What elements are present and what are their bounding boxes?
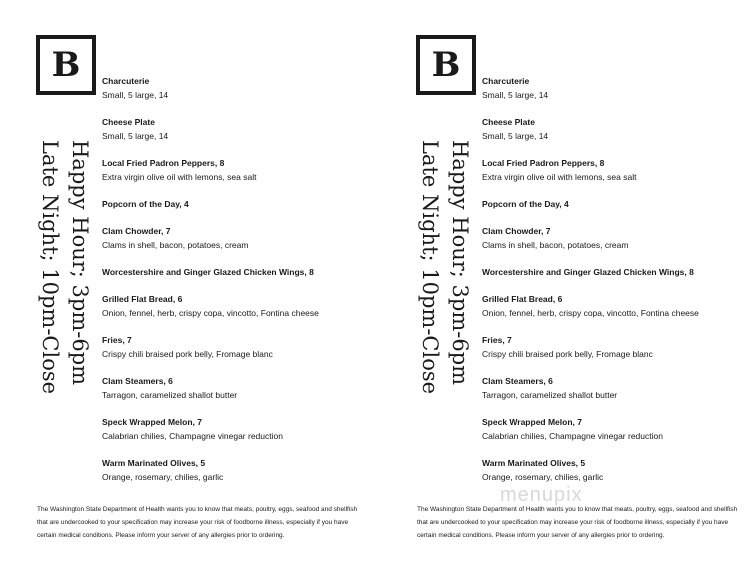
- item-name: Speck Wrapped Melon, 7: [482, 417, 582, 427]
- item-name: Fries, 7: [482, 335, 512, 345]
- item-name: Clam Steamers, 6: [482, 376, 553, 386]
- watermark: menupix: [500, 484, 583, 506]
- menu-items: [102, 74, 362, 497]
- happy-hour-text: Happy Hour; 3pm-6pm: [448, 140, 472, 386]
- item-name: Charcuterie: [482, 76, 530, 86]
- logo: [36, 35, 96, 95]
- item-name: Warm Marinated Olives, 5: [102, 458, 206, 468]
- item-description: Small, 5 large, 14: [102, 131, 169, 141]
- menu-item: [102, 74, 362, 102]
- late-night-text: Late Night; 10pm-Close: [418, 140, 442, 395]
- menu-item: [102, 374, 362, 402]
- health-disclaimer: The Washington State Department of Health wants you to know that meats, poultry, eggs, seafood and shellfish that are undercooked to your specification may increase your risk of foodborne illness, especially if you have certain medical conditions. Please inform your server of any allergies prior to ordering.: [37, 506, 358, 539]
- menu-item: [482, 197, 742, 211]
- menu-item: [102, 156, 362, 184]
- health-disclaimer: The Washington State Department of Health wants you to know that meats, poultry, eggs, seafood and shellfish that are undercooked to your specification may increase your risk of foodborne illness, especially if you have certain medical conditions. Please inform your server of any allergies prior to ordering.: [417, 506, 738, 539]
- item-description: Crispy chili braised pork belly, Fromage blanc: [102, 349, 273, 359]
- item-name: Worcestershire and Ginger Glazed Chicken Wings, 8: [482, 267, 694, 277]
- item-name: Grilled Flat Bread, 6: [482, 294, 563, 304]
- item-name: Charcuterie: [102, 76, 150, 86]
- item-description: Orange, rosemary, chilies, garlic: [482, 472, 604, 482]
- item-name: Popcorn of the Day, 4: [482, 199, 569, 209]
- item-name: Popcorn of the Day, 4: [102, 199, 189, 209]
- menu-item: [102, 456, 362, 484]
- item-description: Calabrian chilies, Champagne vinegar reduction: [102, 431, 283, 441]
- menu-item: [482, 456, 742, 484]
- menu-item: [102, 265, 362, 279]
- menu-item: [102, 224, 362, 252]
- menu-item: [482, 224, 742, 252]
- item-name: Local Fried Padron Peppers, 8: [102, 158, 225, 168]
- item-description: Orange, rosemary, chilies, garlic: [102, 472, 224, 482]
- item-name: Fries, 7: [102, 335, 132, 345]
- menu-item: [102, 197, 362, 211]
- menu-item: [102, 115, 362, 143]
- item-description: Tarragon, caramelized shallot butter: [482, 390, 618, 400]
- item-name: Warm Marinated Olives, 5: [482, 458, 586, 468]
- item-description: Small, 5 large, 14: [482, 131, 549, 141]
- item-name: Cheese Plate: [102, 117, 155, 127]
- item-name: Speck Wrapped Melon, 7: [102, 417, 202, 427]
- item-description: Crispy chili braised pork belly, Fromage blanc: [482, 349, 653, 359]
- logo-letter: B: [51, 45, 81, 85]
- menu-item: [482, 156, 742, 184]
- item-description: Clams in shell, bacon, potatoes, cream: [102, 240, 249, 250]
- item-name: Cheese Plate: [482, 117, 535, 127]
- item-description: Calabrian chilies, Champagne vinegar reduction: [482, 431, 663, 441]
- menu-item: [482, 115, 742, 143]
- menu-item: [482, 374, 742, 402]
- menu-item: [102, 415, 362, 443]
- logo: [416, 35, 476, 95]
- happy-hour-text: Happy Hour; 3pm-6pm: [68, 140, 92, 386]
- menu-item: [482, 292, 742, 320]
- item-name: Grilled Flat Bread, 6: [102, 294, 183, 304]
- item-description: Small, 5 large, 14: [102, 90, 169, 100]
- menu-item: [482, 333, 742, 361]
- menu-item: [482, 415, 742, 443]
- menu-items: [482, 74, 742, 497]
- item-name: Clam Chowder, 7: [482, 226, 551, 236]
- item-description: Clams in shell, bacon, potatoes, cream: [482, 240, 629, 250]
- item-name: Clam Steamers, 6: [102, 376, 173, 386]
- menu-item: [102, 292, 362, 320]
- item-description: Onion, fennel, herb, crispy copa, vincotto, Fontina cheese: [102, 308, 319, 318]
- item-name: Clam Chowder, 7: [102, 226, 171, 236]
- logo-letter: B: [431, 45, 461, 85]
- item-name: Local Fried Padron Peppers, 8: [482, 158, 605, 168]
- item-description: Small, 5 large, 14: [482, 90, 549, 100]
- menu-item: [482, 74, 742, 102]
- item-name: Worcestershire and Ginger Glazed Chicken Wings, 8: [102, 267, 314, 277]
- item-description: Extra virgin olive oil with lemons, sea salt: [102, 172, 257, 182]
- late-night-text: Late Night; 10pm-Close: [38, 140, 62, 395]
- item-description: Extra virgin olive oil with lemons, sea salt: [482, 172, 637, 182]
- menu-item: [102, 333, 362, 361]
- item-description: Onion, fennel, herb, crispy copa, vincotto, Fontina cheese: [482, 308, 699, 318]
- menu-item: [482, 265, 742, 279]
- item-description: Tarragon, caramelized shallot butter: [102, 390, 238, 400]
